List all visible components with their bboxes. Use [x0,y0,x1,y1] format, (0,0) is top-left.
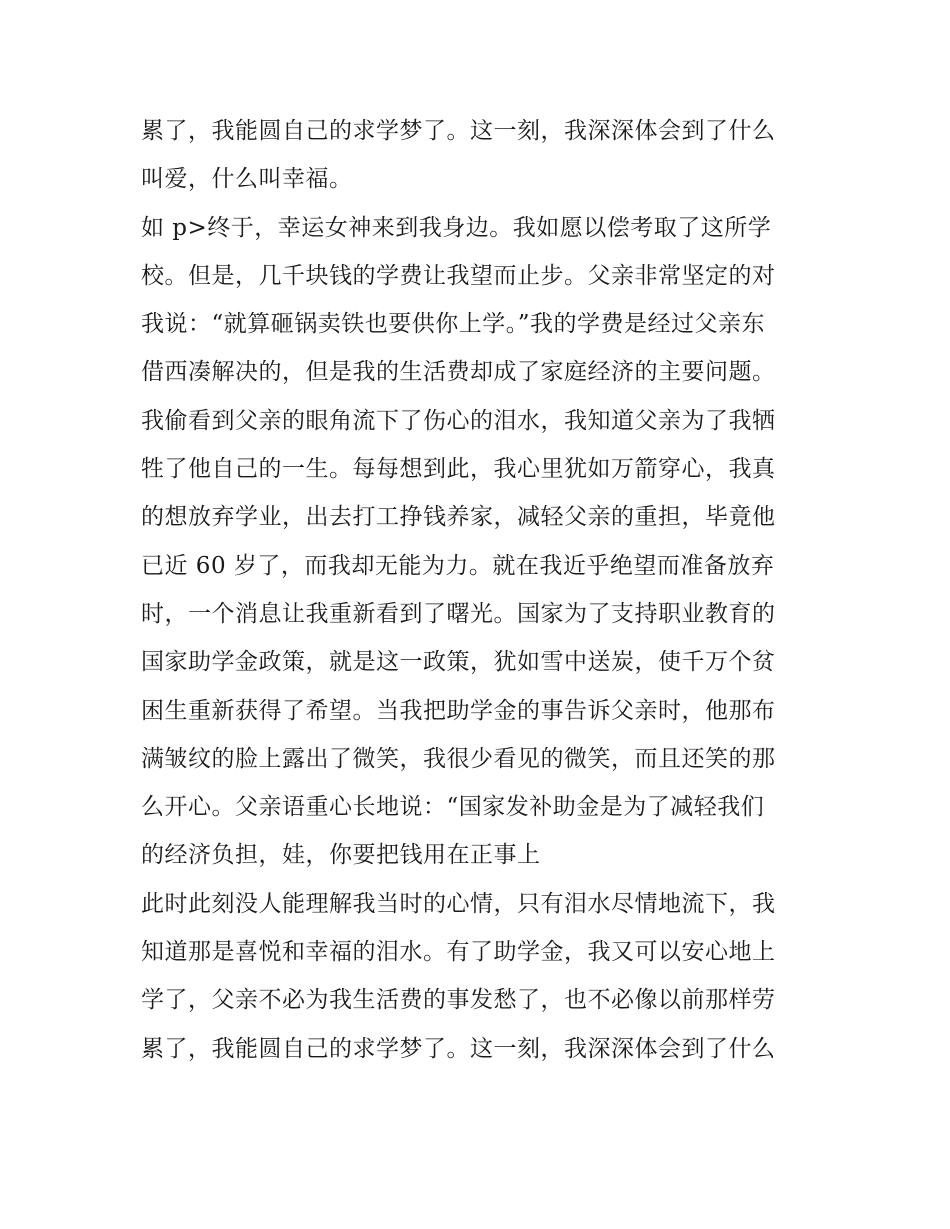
text-line: 累了，我能圆自己的求学梦了。这一刻，我深深体会到了什么 [141,118,776,144]
text-line: 校。但是，几千块钱的学费让我望而止步。父亲非常坚定的对 [141,262,776,289]
text-line: 如 p>终于，幸运女神来到我身边。我如愿以偿考取了这所学 [141,214,772,241]
text-line: 借西凑解决的，但是我的生活费却成了家庭经济的主要问题。 [141,359,776,386]
text-line: 满皱纹的脸上露出了微笑，我很少看见的微笑，而且还笑的那 [141,745,776,772]
text-line: 我偷看到父亲的眼角流下了伤心的泪水，我知道父亲为了我牺 [141,407,776,434]
text-line: 叫爱，什么叫幸福。 [141,166,353,193]
text-line: 国家助学金政策，就是这一政策，犹如雪中送炭，使千万个贫 [141,649,776,676]
text-line: 的想放弃学业，出去打工挣钱养家，减轻父亲的重担，毕竟他 [141,504,776,531]
text-line: 时，一个消息让我重新看到了曙光。国家为了支持职业教育的 [141,600,776,627]
text-line: 学了，父亲不必为我生活费的事发愁了，也不必像以前那样劳 [141,987,776,1014]
text-line: 困生重新获得了希望。当我把助学金的事告诉父亲时，他那布 [141,697,776,724]
text-line: 的经济负担，娃，你要把钱用在正事上 [141,842,541,869]
text-line: 此时此刻没人能理解我当时的心情，只有泪水尽情地流下，我 [141,890,776,917]
body-text [141,107,821,1073]
text-line: 累了，我能圆自己的求学梦了。这一刻，我深深体会到了什么 [141,1035,776,1062]
text-line: 牲了他自己的一生。每每想到此，我心里犹如万箭穿心，我真 [141,456,776,483]
text-line: 我说：“就算砸锅卖铁也要供你上学。”我的学费是经过父亲东 [141,311,766,338]
text-line: 已近 60 岁了，而我却无能为力。就在我近乎绝望而准备放弃 [141,552,775,579]
text-line: 么开心。父亲语重心长地说：“国家发补助金是为了减轻我们 [141,794,765,821]
text-line: 知道那是喜悦和幸福的泪水。有了助学金，我又可以安心地上 [141,939,776,966]
